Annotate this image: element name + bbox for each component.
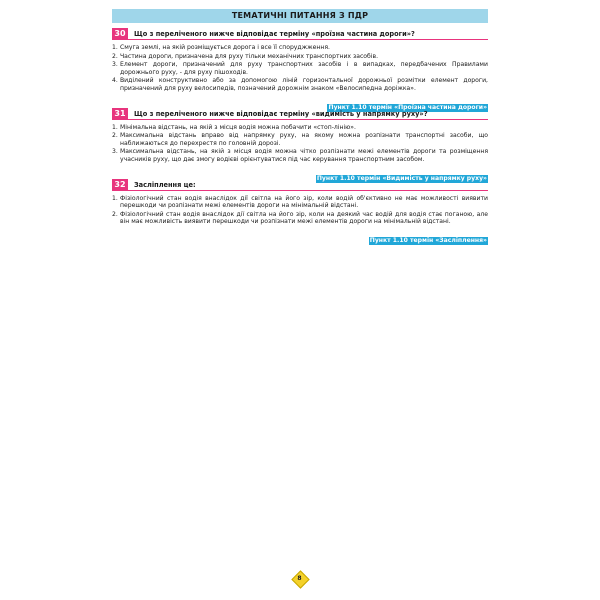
answer-option	[112, 132, 488, 147]
answer-option	[112, 124, 488, 132]
question-header	[112, 28, 488, 40]
page-title: ТЕМАТИЧНІ ПИТАННЯ З ПДР	[231, 11, 369, 20]
answer-reference: Пункт 1.10 термін «Видимість у напрямку руху»	[316, 174, 487, 182]
answer-options	[112, 124, 488, 164]
option-text: Максимальна відстань вправо від напрямку руху, на якому можна розпізнати транспортні засоби, що наближаються до перехрестя по головній дорозі.	[120, 132, 488, 147]
answer-option	[112, 61, 488, 76]
answer-options	[112, 44, 488, 93]
question-header	[112, 179, 488, 191]
answer-option	[112, 148, 488, 163]
option-number: 1.	[112, 194, 118, 202]
answer-option	[112, 44, 488, 52]
page-number: 8	[297, 575, 302, 582]
answer-option	[112, 53, 488, 61]
question-text: Засліплення це:	[134, 180, 196, 189]
page-number-badge	[292, 571, 307, 586]
page	[112, 9, 488, 244]
question-number-badge: 32	[112, 179, 128, 191]
question-underline	[112, 190, 488, 191]
option-text: Елемент дороги, призначений для руху транспортних засобів і в випадках, передбачених Правилами дорожнього руху, - для руху пішоходів.	[120, 61, 488, 76]
option-number: 4.	[112, 77, 118, 85]
answer-reference: Пункт 1.10 термін «Проїзна частина дороги»	[328, 103, 487, 111]
question-32	[112, 179, 488, 244]
question-number-badge: 31	[112, 108, 128, 120]
question-30	[112, 28, 488, 111]
option-number: 2.	[112, 210, 118, 218]
option-text: Мінімальна відстань, на якій з місця водія можна побачити «стоп-лінію».	[120, 123, 356, 131]
question-underline	[112, 119, 488, 120]
question-31	[112, 108, 488, 182]
option-text: Частина дороги, призначена для руху тільки механічних транспортних засобів.	[120, 52, 379, 60]
option-number: 3.	[112, 61, 118, 69]
option-number: 3.	[112, 148, 118, 156]
question-text: Що з переліченого нижче відповідає терміну «проїзна частина дороги»?	[134, 30, 415, 38]
page-header	[112, 9, 488, 23]
option-number: 2.	[112, 132, 118, 140]
option-number: 2.	[112, 52, 118, 60]
option-text: Фізіологічний стан водія внаслідок дії світла на його зір, коли на деякий час водій для водія стає поганою, але він має можливість виявити перешкоди чи розпізнати межі елементів дороги на мінімальній відстані.	[120, 210, 488, 226]
question-underline	[112, 39, 488, 40]
option-text: Фізіологічний стан водія внаслідок дії світла на його зір, коли водій об'єктивно не має можливості виявити перешкоди чи розпізнати межі елементів дороги на мінімальній відстані.	[120, 194, 488, 210]
question-header	[112, 108, 488, 120]
question-text: Що з переліченого нижче відповідає терміну «видимість у напрямку руху»?	[134, 109, 428, 118]
answer-reference: Пункт 1.10 термін «Засліплення»	[369, 236, 487, 244]
answer-option	[112, 195, 488, 210]
option-text: Виділений конструктивно або за допомогою ліній горизонтальної дорожньої розмітки елемент дороги, призначений для руху велосипедів, позначений дорожнім знаком «Велосипедна доріжка».	[120, 77, 488, 92]
option-text: Максимальна відстань, на якій з місця водія можна чітко розпізнати межі елементів дороги та розміщення учасників руху, що дає змогу водієві орієнтуватися під час керування транспортним засобом.	[120, 148, 488, 163]
answer-option	[112, 77, 488, 92]
option-text: Смуга землі, на якій розміщується дорога і все її споруджження.	[120, 44, 330, 51]
answer-options	[112, 195, 488, 226]
option-number: 1.	[112, 44, 118, 51]
option-number: 1.	[112, 123, 118, 131]
question-number-badge: 30	[112, 28, 128, 40]
answer-option	[112, 211, 488, 226]
